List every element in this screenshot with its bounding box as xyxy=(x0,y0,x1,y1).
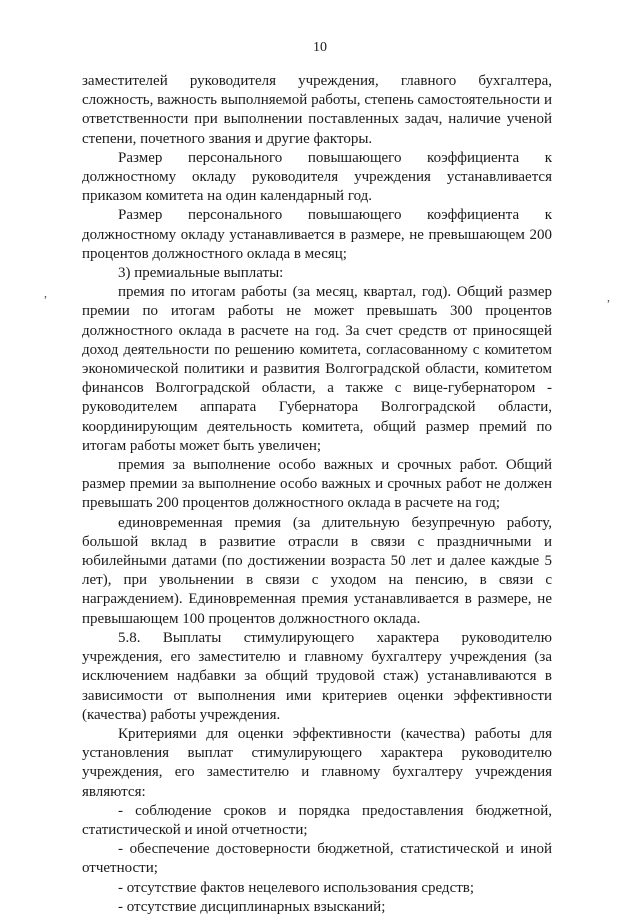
document-body xyxy=(82,72,552,917)
paragraph: - соблюдение сроков и порядка предоставления бюджетной, статистической и иной отчетности; xyxy=(82,802,552,838)
paragraph: - отсутствие фактов нецелевого использования средств; xyxy=(118,879,475,896)
paragraph: Размер персонального повышающего коэффициента к должностному окладу руководителя учреждения устанавливается приказом комитета на один календарный год. xyxy=(82,149,552,205)
paragraph: 5.8. Выплаты стимулирующего характера руководителю учреждения, его заместителю и главному бухгалтеру учреждения (за исключением надбавки за общий трудовой стаж) устанавливаются в зависимости от выполнения ими критериев оценки эффективности (качества) работы учреждения. xyxy=(82,629,552,723)
paragraph: Размер персонального повышающего коэффициента к должностному окладу устанавливается в размере, не превышающем 200 процентов должностного оклада в месяц; xyxy=(82,207,552,262)
paragraph: - обеспечение достоверности бюджетной, статистической и иной отчетности; xyxy=(82,841,552,877)
right-margin-mark: , xyxy=(607,290,610,304)
paragraph: единовременная премия (за длительную безупречную работу, большой вклад в развитие отрасли в связи с праздничными и юбилейными датами (по достижении возраста 50 лет и далее каждые 5 лет), при увольнении в связи с уходом на пенсию, в связи с награждением). Единовременная премия устанавливается в размере, не превышающем 100 процентов должностного оклада. xyxy=(82,514,552,627)
paragraph: Критериями для оценки эффективности (качества) работы для установления выплат стимулирующего характера руководителю учреждения, его заместителю и главному бухгалтеру учреждения являются: xyxy=(82,725,552,800)
paragraph: премия по итогам работы (за месяц, квартал, год). Общий размер премии по итогам работы не может превышать 300 процентов должностного оклада в расчете на год. За счет средств от приносящей доход деятельности по решению комитета, согласованному с комитетом экономической политики и развития Волгоградской области, комитетом финансов Волгоградской области, а также с вице-губернатором - руководителем аппарата Губернатора Волгоградской области, координирующим деятельность комитета, общий размер премий по итогам работы может быть увеличен; xyxy=(82,284,552,454)
page-number: 10 xyxy=(313,40,327,55)
paragraph: - отсутствие дисциплинарных взысканий; xyxy=(118,898,386,915)
paragraph: заместителей руководителя учреждения, главного бухгалтера, сложность, важность выполняемой работы, степень самостоятельности и ответственности при выполнении поставленных задач, наличие ученой степени, почетного звания и другие факторы. xyxy=(82,73,552,147)
left-margin-mark: , xyxy=(44,286,47,300)
paragraph: премия за выполнение особо важных и срочных работ. Общий размер премии за выполнение особо важных и срочных работ не должен превышать 200 процентов должностного оклада в расчете на год; xyxy=(82,457,552,512)
paragraph: 3) премиальные выплаты: xyxy=(118,265,284,282)
